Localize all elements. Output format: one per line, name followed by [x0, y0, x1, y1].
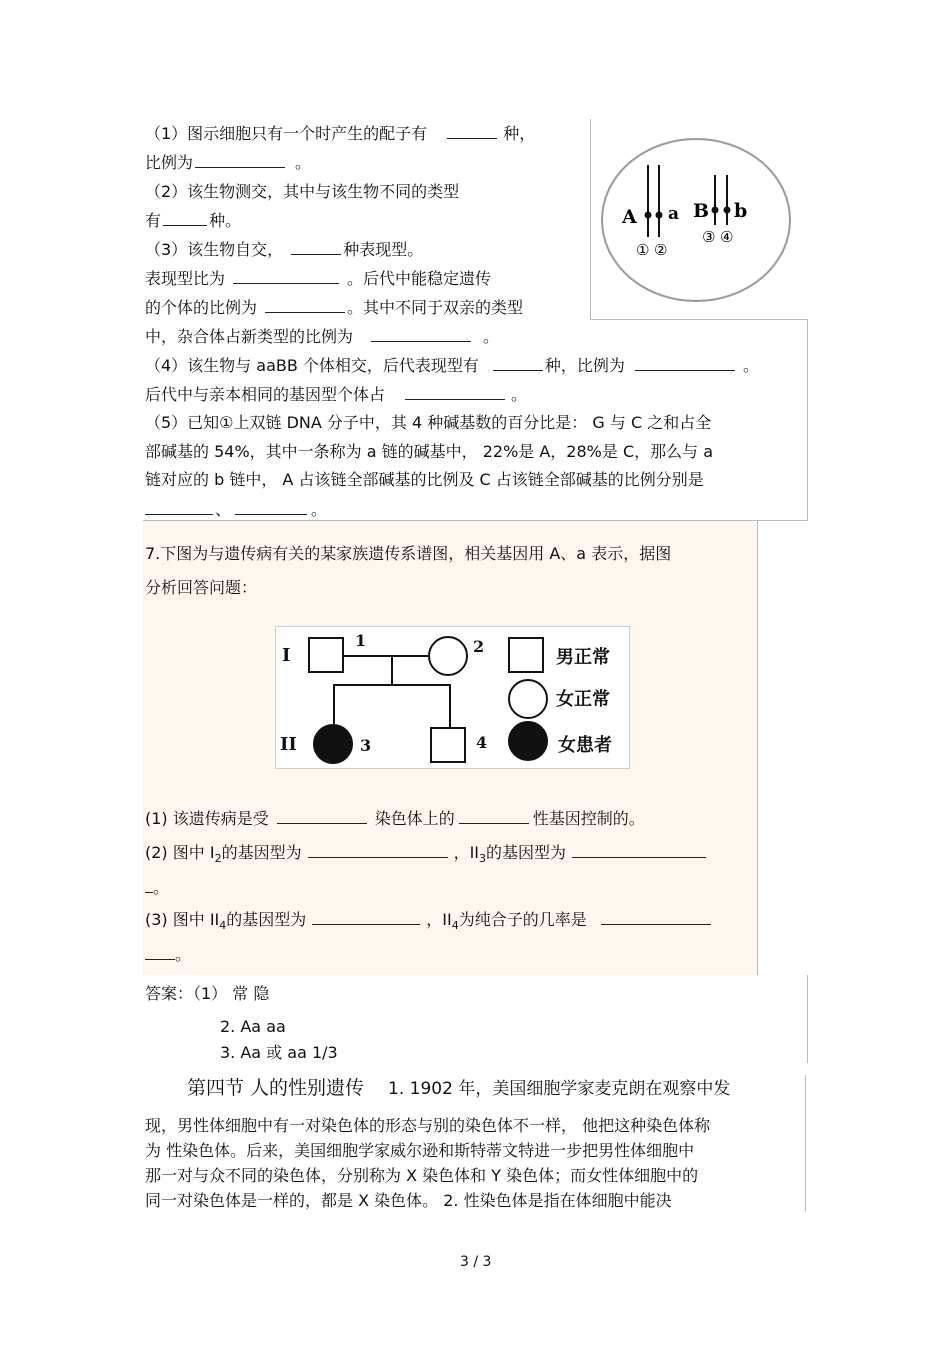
border-q6-right-top — [590, 119, 591, 319]
section4-text-2: 现，男性体细胞中有一对染色体的形态与别的染色体不一样， 他把这种染色体称 — [145, 1116, 711, 1135]
answer-line-3: 3. Aa 或 aa 1/3 — [220, 1043, 338, 1062]
allele-label-b: b — [734, 200, 748, 222]
legend-female-affected-symbol — [508, 721, 548, 761]
section4-text-4: 那一对与众不同的染色体，分别称为 X 染色体和 Y 染色体；而女性体细胞中的 — [145, 1166, 699, 1185]
q7-sub3: (3) 图中 $II_4$的基因型为 ，$II_4$为纯合子的几率是 — [145, 909, 711, 937]
pedigree-chart — [275, 626, 630, 769]
chromosome-num-4: ④ — [720, 228, 734, 246]
q7-sub1: (1) 该遗传病是受 染色体上的 性基因控制的。 — [145, 809, 645, 828]
q6-part2: （2）该生物测交，其中与该生物不同的类型 — [145, 182, 460, 201]
individual-II4-number: 4 — [476, 733, 488, 752]
centromere-2 — [656, 212, 663, 219]
page-number: 3 / 3 — [460, 1254, 492, 1270]
generation-I-label: I — [282, 645, 291, 666]
q6-part3-ratio: 表现型比为 。后代中能稳定遗传 — [145, 269, 492, 288]
cell-chromosome-diagram — [598, 135, 794, 305]
border-q6-right-bottom — [807, 319, 808, 521]
individual-I1-male-normal — [308, 637, 344, 673]
legend-female-normal-label: 女正常 — [556, 689, 610, 710]
legend-male-normal-label: 男正常 — [556, 647, 610, 668]
q7-intro-2: 分析回答问题： — [145, 578, 258, 597]
sibship-line — [333, 684, 451, 686]
generation-II-label: II — [280, 734, 297, 755]
chromosome-num-3: ③ — [702, 228, 716, 246]
individual-I2-female-normal — [428, 636, 468, 676]
q6-part4: （4）该生物与 aaBB 个体相交，后代表现型有 种，比例为 。 — [145, 356, 759, 375]
q7-sub3-end: 。 — [145, 944, 191, 966]
descent-line — [391, 656, 393, 685]
border-q6-mid — [590, 319, 808, 320]
q6-part1: （1）图示细胞只有一个时产生的配子有 种， — [145, 124, 536, 143]
legend-male-normal-symbol — [508, 637, 544, 673]
border-s4-right — [805, 1075, 806, 1211]
chromosome-num-2: ② — [654, 241, 668, 259]
q7-sub2-end: 。 — [145, 877, 169, 899]
q6-part5-b: 部碱基的 54%，其中一条称为 a 链的碱基中， 22%是 A，28%是 C，那么与 a — [145, 442, 714, 461]
child-line-4 — [449, 684, 451, 727]
border-q7-right — [757, 521, 758, 975]
q6-part3-hetero: 中，杂合体占新类型的比例为 。 — [145, 327, 500, 346]
answer-line-1: 答案：（1） 常 隐 — [145, 984, 270, 1003]
q7-intro-1: 7.下图为与遗传病有关的某家族遗传系谱图，相关基因用 A、a 表示，据图 — [145, 544, 672, 563]
legend-female-affected-label: 女患者 — [558, 735, 612, 756]
q7-sub2: (2) 图中 $I_2$的基因型为 ，$II_3$的基因型为 — [145, 842, 706, 870]
section4-first-line: 第四节 人的性别遗传 1. 1902 年，美国细胞学家麦克朗在观察中发 — [187, 1077, 731, 1099]
centromere-1 — [645, 212, 652, 219]
individual-II4-male-normal — [430, 727, 466, 763]
individual-I2-number: 2 — [473, 637, 485, 656]
allele-label-A: A — [622, 206, 637, 228]
individual-II3-female-affected — [313, 724, 353, 764]
q6-part3: （3）该生物自交， 种表现型。 — [145, 240, 424, 259]
q6-part5-a: （5）已知①上双链 DNA 分子中，其 4 种碱基数的百分比是： G 与 C 之和占全 — [145, 413, 712, 432]
legend-female-normal-symbol — [508, 679, 548, 719]
centromere-3 — [712, 207, 719, 214]
q6-part4-b: 后代中与亲本相同的基因型个体占 。 — [145, 385, 528, 404]
q6-part1-ratio: 比例为 。 — [145, 153, 312, 172]
section4-text-3: 为 性染色体。后来，美国细胞学家威尔逊和斯特蒂文特进一步把男性体细胞中 — [145, 1141, 695, 1160]
q6-part2-b: 有 种。 — [145, 211, 242, 230]
centromere-4 — [724, 207, 731, 214]
q6-part5-d: 、 。 — [145, 499, 327, 521]
individual-I1-number: 1 — [355, 631, 367, 650]
child-line-3 — [333, 684, 335, 724]
section4-title: 第四节 人的性别遗传 — [187, 1077, 365, 1099]
allele-label-a: a — [668, 204, 680, 224]
q6-part5-c: 链对应的 b 链中， A 占该链全部碱基的比例及 C 占该链全部碱基的比例分别是 — [145, 470, 704, 489]
individual-II3-number: 3 — [360, 736, 372, 755]
answer-line-2: 2. Aa aa — [220, 1017, 286, 1036]
border-answer-right — [807, 975, 808, 1063]
chromosome-num-1: ① — [636, 241, 650, 259]
q6-part3-stable: 的个体的比例为 。其中不同于双亲的类型 — [145, 298, 524, 317]
marriage-line — [344, 655, 428, 657]
allele-label-B: B — [693, 200, 710, 222]
section4-text-5: 同一对染色体是一样的，都是 X 染色体。 2. 性染色体是指在体细胞中能决 — [145, 1191, 672, 1210]
